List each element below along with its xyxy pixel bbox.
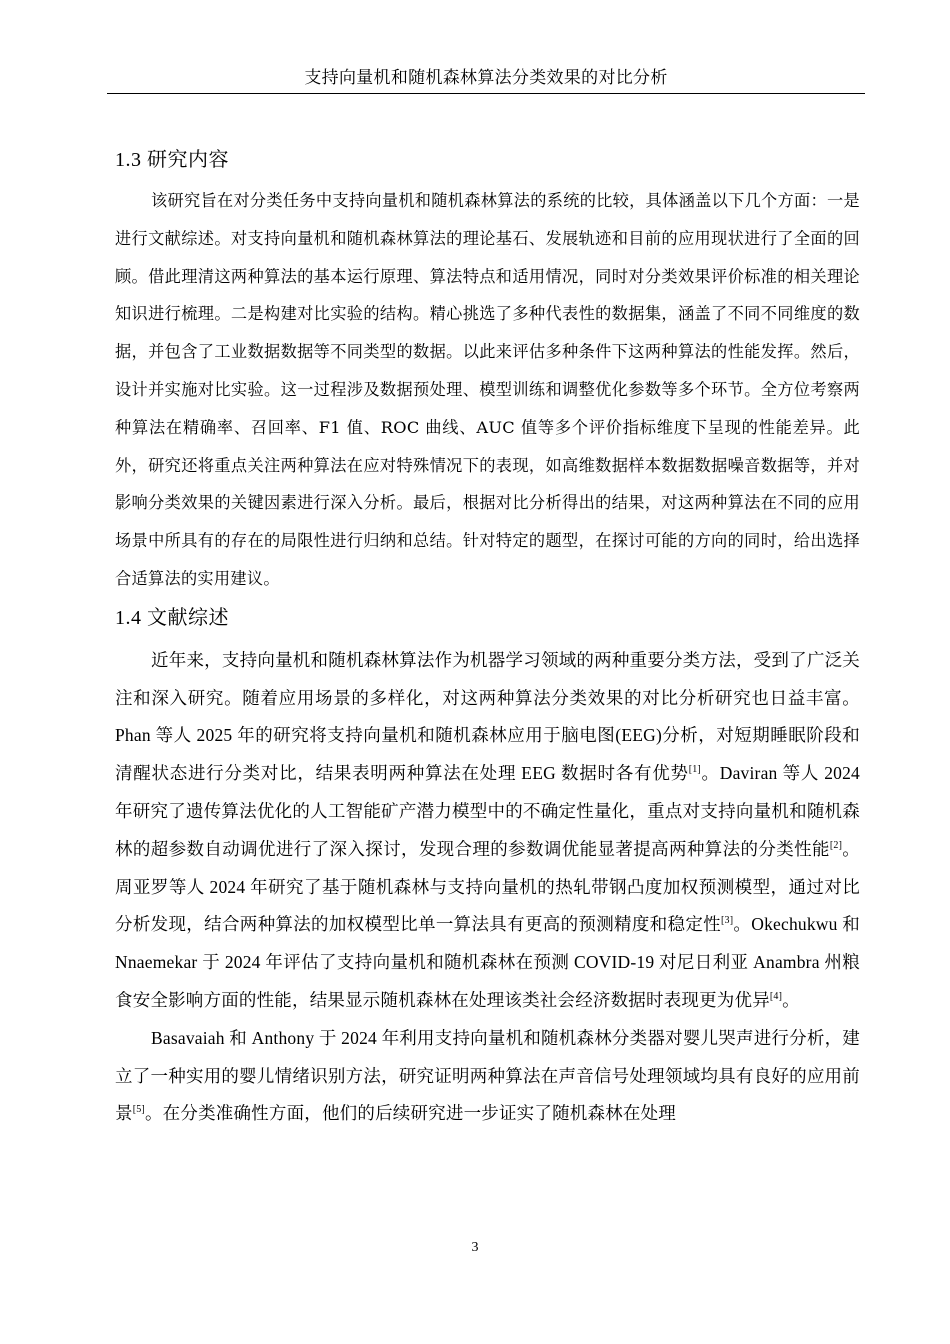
citation-3: [3] xyxy=(721,915,734,927)
text-run: 。在分类准确性方面，他们的后续研究进一步证实了随机森林在处理 xyxy=(144,1103,676,1124)
text-run: 。 xyxy=(782,989,800,1010)
text-run: 。Okechukwu 和 Nnaemekar 于 2024 年评估了支持向量机和随机森林在预测 COVID-19 对尼日利亚 Anambra 州粮食安全影响方面的性能，结果显示随机森林在处理该类社会经济数据时表现更为优异 xyxy=(115,914,860,1010)
section-heading-1-3: 1.3 研究内容 xyxy=(115,149,229,171)
header-rule xyxy=(107,93,865,94)
text-run: 。周亚罗等人 2024 年研究了基于随机森林与支持向量机的热轧带钢凸度加权预测模型，通过对比分析发现，结合两种算法的加权模型比单一算法具有更高的预测精度和稳定性 xyxy=(115,838,860,935)
citation-2: [2] xyxy=(829,839,843,851)
section-heading-1-4: 1.4 文献综述 xyxy=(115,606,229,629)
citation-4: [4] xyxy=(769,990,783,1002)
section-1-3-paragraph: 该研究旨在对分类任务中支持向量机和随机森林算法的系统的比较，具体涵盖以下几个方面：一是进行文献综述。对支持向量机和随机森林算法的理论基石、发展轨迹和目前的应用现状进行了全面的回顾。借此理清这两种算法的基本运行原理、算法特点和适用情况，同时对分类效果评价标准的相关理论知识进行梳理。二是构建对比实验的结构。精心挑选了多种代表性的数据集，涵盖了不同不同维度的数据，并包含了工业数据数据等不同类型的数据。以此来评估多种条件下这两种算法的性能发挥。然后，设计并实施对比实验。这一过程涉及数据预处理、模型训练和调整优化参数等多个环节。全方位考察两种算法在精确率、召回率、F1 值、ROC 曲线、AUC 值等多个评价指标维度下呈现的性能差异。此外，研究还将重点关注两种算法在应对特殊情况下的表现，如高维数据样本数据数据噪音数据等，并对影响分类效果的关键因素进行深入分析。最后，根据对比分析得出的结果，对这两种算法在不同的应用场景中所具有的存在的局限性进行归纳和总结。针对特定的题型，在探讨可能的方向的同时，给出选择合适算法的实用建议。 xyxy=(115,191,860,588)
text-run: 近年来，支持向量机和随机森林算法作为机器学习领域的两种重要分类方法，受到了广泛关注和深入研究。随着应用场景的多样化，对这两种算法分类效果的对比分析研究也日益丰富。Phan 等人 2025 年的研究将支持向量机和随机森林应用于脑电图(EEG)分析，对短期睡眠阶段和清醒状态进行分类对比，结果表明两种算法在处理 EEG 数据时各有优势 xyxy=(115,649,860,784)
running-header: 支持向量机和随机森林算法分类效果的对比分析 xyxy=(304,68,668,87)
page-body xyxy=(115,140,860,1133)
citation-5: [5] xyxy=(132,1104,145,1116)
page-number: 3 xyxy=(471,1240,479,1255)
text-run: Basavaiah 和 Anthony 于 2024 年利用支持向量机和随机森林分类器对婴儿哭声进行分析，建立了一种实用的婴儿情绪识别方法，研究证明两种算法在声音信号处理领域均具有良好的应用前景 xyxy=(115,1027,860,1124)
citation-1: [1] xyxy=(688,764,701,776)
literature-review-paragraph-1 xyxy=(115,642,860,1020)
literature-review-paragraph-2 xyxy=(115,1020,860,1133)
text-run: 。Daviran 等人 2024 年研究了遗传算法优化的人工智能矿产潜力模型中的不确定性量化，重点对支持向量机和随机森林的超参数自动调优进行了深入探讨，发现合理的参数调优能显著提高两种算法的分类性能 xyxy=(115,763,860,859)
